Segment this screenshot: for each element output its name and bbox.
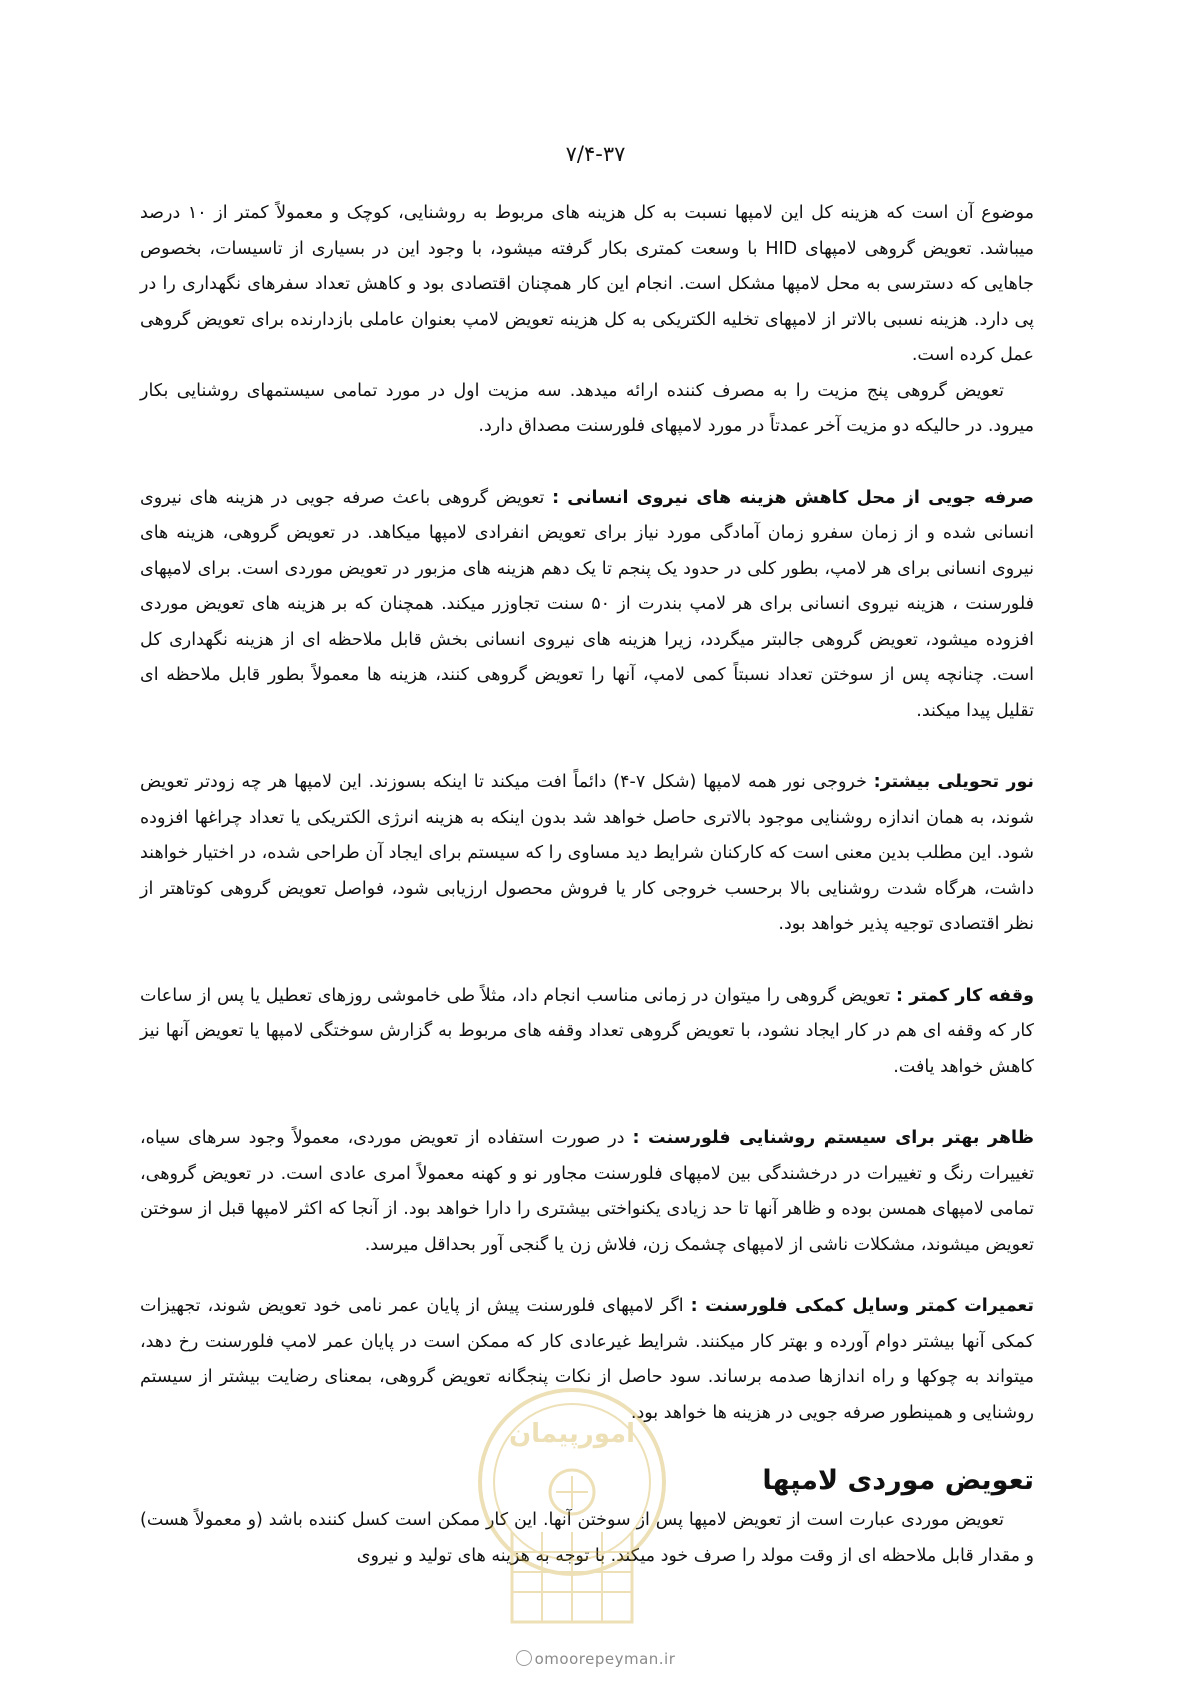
- paragraph-text: تعویض گروهی را میتوان در زمانی مناسب انجام داد، مثلاً طی خاموشی روزهای تعطیل یا پس از ساعات کار که وقفه ای هم در کار ایجاد نشود، با تعویض گروهی تعداد وقفه های مربوط به گزارش سوختگی لامپها یا تعویض آنها نیز کاهش خواهد یافت.: [140, 985, 1034, 1077]
- paragraph-heading: نور تحویلی بیشتر:: [873, 772, 1034, 792]
- paragraph-heading: تعمیرات کمتر وسایل کمکی فلورسنت :: [690, 1296, 1034, 1316]
- paragraph-intro: [140, 196, 1034, 374]
- watermark-text: امورپیمان: [508, 1419, 636, 1449]
- paragraph-text: در صورت استفاده از تعویض موردی، معمولاً وجود سرهای سیاه، تغییرات رنگ و تغییرات در درخشندگی بین لامپهای فلورسنت مجاور نو و کهنه معمولاً امری عادی است. در تعویض گروهی، تمامی لامپهای همسن بوده و ظاهر آنها تا حد زیادی یکنواختی بیشتری را دارا خواهد بود. از آنجا که اکثر لامپها قبل از سوختن تعویض میشوند، مشکلات ناشی از لامپهای چشمک زن، فلاش زن یا گنجی آور بحداقل میرسد.: [140, 1128, 1034, 1255]
- paragraph-labor-savings: [140, 481, 1034, 730]
- paragraph-text: موضوع آن است که هزینه کل این لامپها نسبت به کل هزینه های مربوط به روشنایی، کوچک و معمولاً کمتر از ۱۰ درصد میباشد. تعویض گروهی لامپهای HID با وسعت کمتری بکار گرفته میشود، با وجود این در بسیاری از تاسیسات، بخصوص جاهایی که دسترسی به محل لامپها مشکل است. انجام این کار همچنان اقتصادی بود و کاهش تعداد سفرهای نگهداری را در پی دارد. هزینه نسبی بالاتر از لامپهای تخلیه الکتریکی به کل هزینه تعویض لامپ بعنوان عاملی بازدارنده برای تعویض گروهی عمل کرده است.: [140, 203, 1035, 365]
- footer-site-text: omoorepeyman.ir: [534, 1650, 676, 1668]
- seal-watermark-icon: [472, 1382, 672, 1630]
- paragraph-text: تعویض گروهی باعث صرفه جویی در هزینه های نیروی انسانی شده و از زمان سفرو زمان آمادگی مورد نیاز برای تعویض انفرادی لامپها میکاهد. در تعویض گروهی، هزینه های نیروی انسانی برای هر لامپ، بطور کلی در حدود یک پنجم تا یک دهم هزینه های مزبور در تعویض موردی است. برای لامپهای فلورسنت ، هزینه نیروی انسانی برای هر لامپ بندرت از ۵۰ سنت تجاوزر میکند. همچنان که بر هزینه های تعویض موردی افزوده میشود، تعویض گروهی جالبتر میگردد، زیرا هزینه های نیروی انسانی بخش قابل ملاحظه ای از هزینه نگهداری کل است. چنانچه پس از سوختن تعداد نسبتاً کمی لامپ، آنها را تعویض گروهی کنند، هزینه ها معمولاً بطور قابل ملاحظه ای تقلیل پیدا میکند.: [140, 487, 1034, 721]
- page-number: ۷/۴-۳۷: [565, 142, 626, 166]
- paragraph-heading: وقفه کار کمتر :: [895, 985, 1034, 1006]
- section-heading: تعویض موردی لامپها: [762, 1465, 1034, 1496]
- paragraph-more-light: [140, 765, 1034, 943]
- body-text: [140, 196, 1034, 1574]
- at-icon: [516, 1650, 532, 1666]
- footer-website: [0, 1650, 1191, 1668]
- paragraph-text: اگر لامپهای فلورسنت پیش از پایان عمر نامی خود تعویض شوند، تجهیزات کمکی آنها بیشتر دوام آورده و بهتر کار میکنند. شرایط غیرعادی کار که ممکن است در پایان عمر لامپ فلورسنت رخ دهد، میتواند به چوکها و راه اندازها صدمه برساند. سود حاصل از نکات پنجگانه تعویض گروهی، بمعنای رضایت بیشتر از سیستم روشنایی و همینطور صرفه جویی در هزینه ها خواهد بود.: [140, 1296, 1034, 1423]
- paragraph-less-downtime: [140, 979, 1034, 1086]
- paragraph-text: تعویض گروهی پنج مزیت را به مصرف کننده ارائه میدهد. سه مزیت اول در مورد تمامی سیستمهای روشنایی بکار میرود. در حالیکه دو مزیت آخر عمدتاً در مورد لامپهای فلورسنت مصداق دارد.: [140, 380, 1034, 436]
- paragraph-better-appearance: [140, 1121, 1034, 1263]
- paragraph-text: تعویض موردی عبارت است از تعویض لامپها پس از سوختن آنها. این کار ممکن است کسل کننده باشد (و معمولاً هست) و مقدار قابل ملاحظه ای از وقت مولد را صرف خود میکند. با توجه به هزینه های تولید و نیروی: [140, 1510, 1034, 1566]
- paragraph-heading: ظاهر بهتر برای سیستم روشنایی فلورسنت :: [632, 1128, 1035, 1148]
- paragraph-heading: صرفه جویی از محل کاهش هزینه های نیروی انسانی :: [552, 487, 1035, 508]
- paragraph-text: خروجی نور همه لامپها (شکل ۷-۴) دائماً افت میکند تا اینکه بسوزند. این لامپها هر چه زودتر تعویض شوند، به همان اندازه روشنایی موجود بالاتری حاصل خواهد شد بدون اینکه به هزینه انرژی الکتریکی یا تعداد چراغها افزوده شود. این مطلب بدین معنی است که کارکنان شرایط دید مساوی را که سیستم برای ایجاد آن طراحی شده، در اختیار خواهند داشت، هرگاه شدت روشنایی بالا برحسب خروجی کار یا فروش محصول ارزیابی شود، فواصل تعویض گروهی کوتاهتر از نظر اقتصادی توجیه پذیر خواهد بود.: [140, 772, 1034, 934]
- paragraph-advantages: [140, 374, 1034, 445]
